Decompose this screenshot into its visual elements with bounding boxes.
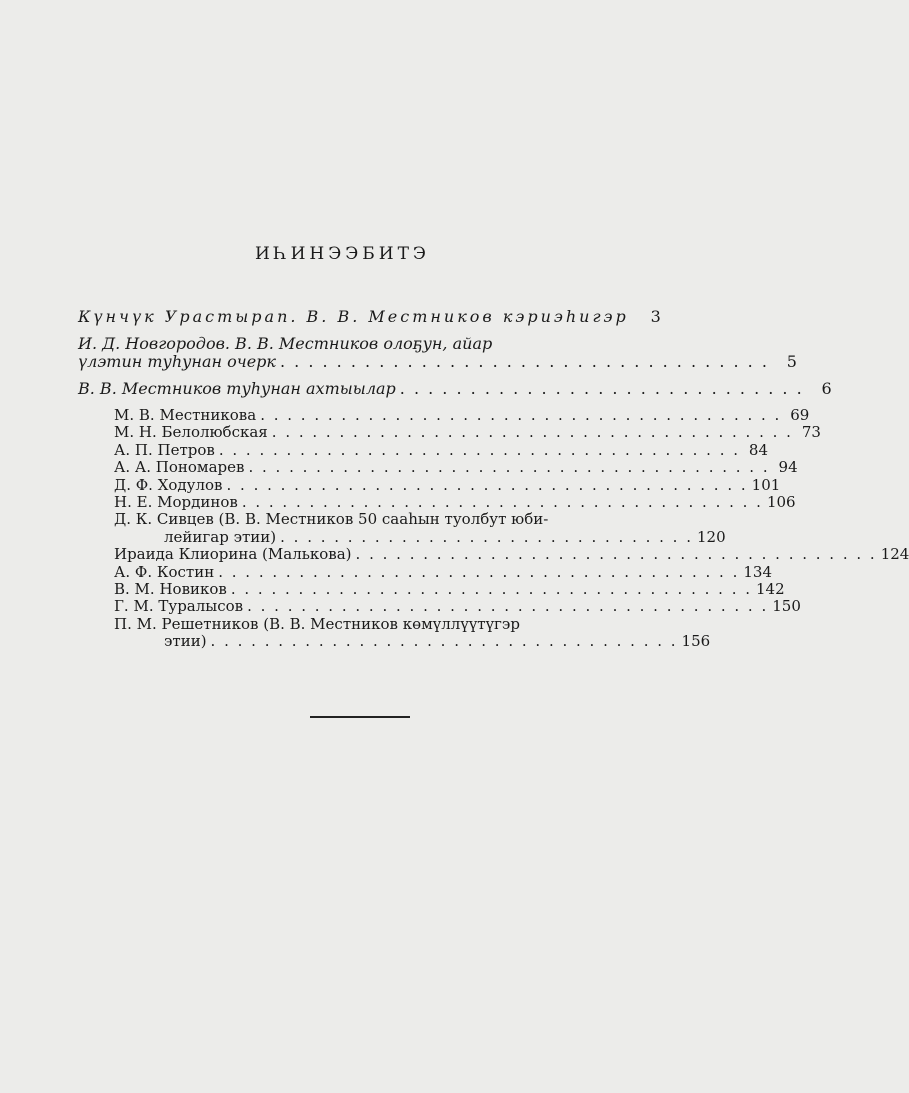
memoir-page: 142 bbox=[756, 580, 785, 599]
memoir-page: 134 bbox=[743, 562, 773, 581]
memoir-author: Д. Ф. Ходулов bbox=[114, 475, 223, 494]
memoir-author-cont: этии) bbox=[164, 632, 207, 651]
memoir-page: 124 bbox=[880, 545, 909, 564]
memoir-author-cont: лейигар этии) bbox=[164, 527, 277, 546]
memoir-entry bbox=[114, 406, 810, 424]
leader-dots: . . . . . . . . . . . . . . . . . . . . . . . . . . . . . . . . . . . . . . . bbox=[271, 423, 793, 442]
memoir-page: 73 bbox=[801, 423, 821, 442]
memoir-author: В. М. Новиков bbox=[114, 580, 227, 599]
memoir-page: 106 bbox=[766, 493, 796, 512]
leader-dots: . . . . . . . . . . . . . . . . . . . . . . . . . . . . . . . . . . . . . . . bbox=[226, 475, 748, 494]
leader-dots: . . . . . . . . . . . . . . . . . . . . . . . . . . . . . . . . . . . bbox=[279, 352, 769, 371]
memoir-page: 120 bbox=[696, 527, 726, 546]
memoir-page: 69 bbox=[790, 406, 810, 424]
memoir-entry bbox=[114, 475, 781, 494]
toc-entry-title: Күнчүк Урастырап. В. В. Местников кэриэһигэр bbox=[78, 307, 629, 326]
memoir-page: 101 bbox=[751, 475, 781, 494]
memoir-author: М. Н. Белолюбская bbox=[114, 423, 268, 442]
leader-dots: . . . . . . . . . . . . . . . . . . . . . . . . . . . . . . . . . . . . . . . bbox=[247, 597, 769, 616]
memoir-author: А. П. Петров bbox=[114, 440, 215, 459]
leader-dots: . . . . . . . . . . . . . . . . . . . . . . . . . . . . . . . . . . . . . . . bbox=[241, 493, 763, 512]
toc-entry-title: В. В. Местников туһунан ахтыылар bbox=[78, 379, 396, 398]
leader-dots: . . . . . . . . . . . . . . . . . . . . . . . . . . . . . . . . . . . bbox=[210, 632, 678, 651]
page-title: ИҺИНЭЭБИТЭ bbox=[255, 244, 430, 264]
leader-dots: . . . . . . . . . . . . . . . . . . . . . . . . . . . . . . . . . . . . . . . bbox=[218, 440, 741, 459]
leader-dots: . . . . . . . . . . . . . . . . . . . . . . . . . . . . . . . . . . . . . . . bbox=[248, 458, 770, 477]
memoir-author: А. Ф. Костин bbox=[114, 562, 215, 581]
memoir-author: Д. К. Сивцев (В. В. Местников 50 сааһын туолбут юби- bbox=[114, 510, 549, 529]
closing-rule bbox=[310, 716, 410, 718]
leader-dots: . . . . . . . . . . . . . . . . . . . . . . . . . . . . . . . . . . . . . . . bbox=[355, 545, 877, 564]
memoir-entry bbox=[114, 597, 801, 616]
memoir-author: П. М. Решетников (В. В. Местников көмүллүүтүгэр bbox=[114, 614, 520, 633]
memoir-entry bbox=[114, 493, 796, 512]
toc-entry-page: 3 bbox=[650, 307, 661, 326]
memoir-author: Г. М. Туралысов bbox=[114, 597, 244, 616]
memoir-entry bbox=[114, 423, 821, 442]
toc-entry bbox=[78, 307, 661, 326]
memoir-entry bbox=[114, 545, 909, 564]
memoir-page: 84 bbox=[748, 440, 769, 459]
memoir-entry bbox=[114, 458, 798, 477]
memoir-entry bbox=[114, 510, 726, 546]
memoir-entry bbox=[114, 580, 785, 599]
leader-dots: . . . . . . . . . . . . . . . . . . . . . . . . . . . . . . . bbox=[280, 527, 693, 546]
leader-dots: . . . . . . . . . . . . . . . . . . . . . . . . . . . . . . . . . . . . . . . bbox=[218, 562, 740, 581]
toc-entry-title: И. Д. Новгородов. В. В. Местников олоҕун, айар bbox=[78, 334, 493, 353]
toc-entry bbox=[78, 334, 797, 371]
memoir-entry bbox=[114, 614, 711, 651]
memoir-entry bbox=[114, 562, 773, 581]
toc-entry bbox=[78, 379, 832, 398]
memoir-page: 94 bbox=[778, 458, 798, 477]
leader-dots: . . . . . . . . . . . . . . . . . . . . . . . . . . . . . . . . . . . . . . . bbox=[230, 580, 753, 599]
leader-dots: . . . . . . . . . . . . . . . . . . . . . . . . . . . . . . . . . . . . . . . bbox=[260, 406, 782, 424]
toc-entry-page: 5 bbox=[786, 352, 797, 371]
table-of-contents bbox=[78, 307, 909, 651]
memoir-page: 150 bbox=[772, 597, 801, 616]
memoir-author: Н. Е. Мординов bbox=[114, 493, 238, 512]
toc-entry-page: 6 bbox=[821, 379, 832, 398]
memoir-page: 156 bbox=[681, 632, 711, 651]
memoir-author: А. А. Пономарев bbox=[114, 458, 245, 477]
memoir-author: М. В. Местникова bbox=[114, 406, 257, 424]
memoir-author: Ираида Клиорина (Малькова) bbox=[114, 545, 352, 564]
toc-entry-title-cont: үлэтин туһунан очерк bbox=[78, 352, 276, 371]
memoir-entry bbox=[114, 440, 769, 459]
leader-dots: . . . . . . . . . . . . . . . . . . . . . . . . . . . . . bbox=[399, 379, 804, 398]
